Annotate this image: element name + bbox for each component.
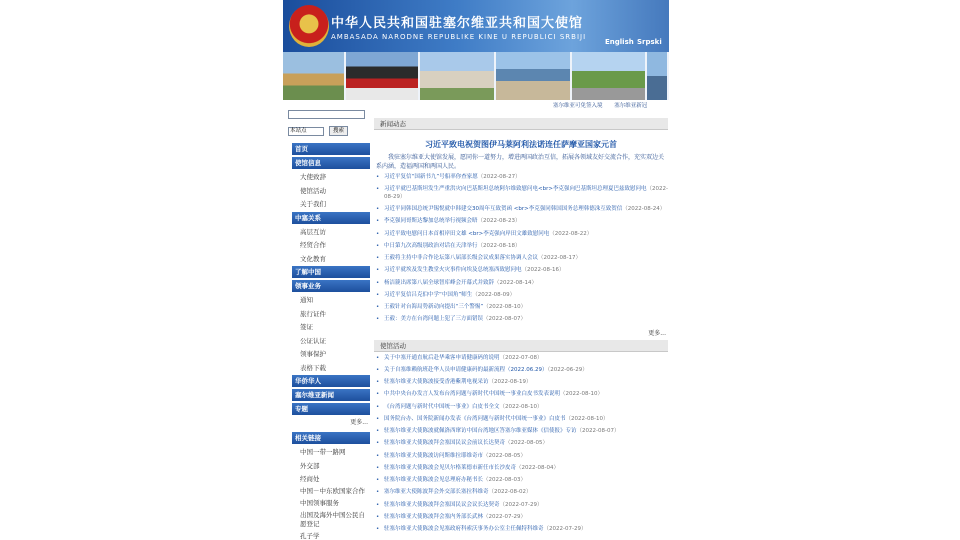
lang-srpski-link[interactable]: Srpski (637, 38, 662, 46)
news-item-link[interactable] (374, 280, 668, 288)
news-item-date: （2022-08-02） (488, 489, 532, 496)
header-banner (283, 0, 669, 52)
nav-embassy-info[interactable]: 使馆信息 (292, 157, 370, 169)
nav-overseas-chinese[interactable]: 华侨华人 (292, 375, 370, 387)
nav-travel-docs[interactable]: 旅行证件 (300, 309, 326, 318)
news-item-title[interactable]: 王毅：美方在台湾问题上犯了三方面错误 (384, 316, 484, 323)
banner-photo-1 (283, 52, 344, 100)
news-item-link[interactable] (374, 465, 668, 473)
headline-link[interactable]: 习近平致电祝贺图伊马莱阿利法诺连任萨摩亚国家元首 (425, 140, 617, 149)
news-item-date: （2022-07-29） (483, 513, 526, 520)
news-item-link[interactable] (374, 304, 668, 312)
news-item-title[interactable]: 中日第九次高级别政治对话在天津举行 (384, 242, 478, 249)
notice-item[interactable]: 塞尔维亚可免签入境 (553, 103, 603, 109)
news-item-link[interactable] (374, 186, 668, 201)
news-item-title[interactable]: 杨洁篪出席第八届全球智库峰会开幕式并致辞 (384, 279, 495, 286)
news-item-date: （2022-08-07） (483, 316, 526, 323)
news-item-date: （2022-08-29） (384, 186, 668, 200)
nav-forms[interactable]: 表格下载 (300, 363, 326, 372)
nav-high-level[interactable]: 高层互访 (300, 227, 326, 236)
activities-list (374, 355, 668, 534)
site-subtitle: AMBASADA NARODNE REPUBLIKE KINE U REPUBLICI SRBIJI (331, 33, 587, 41)
link-china-consular[interactable]: 中国领事服务 (300, 499, 339, 507)
search-input[interactable] (288, 110, 365, 119)
news-item-link[interactable] (374, 440, 668, 448)
news-item-link[interactable] (374, 477, 668, 485)
news-item-date: （2022-08-14） (494, 279, 537, 286)
news-item-title[interactable]: 驻塞尔维亚大使陈波会见贝尔格莱德市新任市长沙皮奇 (384, 464, 517, 471)
lang-english-link[interactable]: English (605, 38, 634, 46)
nav-relations[interactable]: 中塞关系 (292, 212, 370, 224)
link-commerce[interactable]: 经商处 (300, 475, 320, 483)
news-item-date: （2022-08-10） (499, 403, 543, 410)
notice-item[interactable]: 塞尔维亚新冠 (614, 103, 648, 109)
news-item-link[interactable] (374, 416, 668, 424)
news-more-link[interactable]: 更多... (648, 329, 666, 337)
banner-photo-4 (496, 52, 571, 100)
news-item-link[interactable] (374, 367, 668, 375)
banner-photo-2 (346, 52, 418, 100)
news-item-title[interactable]: 关于中塞开通直航后赴华乘客申请健康码的说明 (384, 354, 500, 361)
activities-section-heading: 使馆活动 (374, 340, 668, 352)
news-item-link[interactable] (374, 218, 668, 226)
link-overseas-registration[interactable]: 出国及海外中国公民自愿登记 (300, 510, 365, 528)
scrolling-notice[interactable] (553, 101, 669, 110)
sidebar-nav (292, 143, 370, 540)
search-button[interactable]: 搜索 (329, 126, 348, 136)
news-item-date: （2022-08-04） (516, 464, 559, 471)
link-belt-road[interactable]: 中国一带一路网 (300, 448, 346, 456)
news-item-link[interactable] (374, 514, 668, 522)
headline-intro: 我驻塞尔维亚大使馆发展，愿同你一道努力，增进两国政治互信，拓展各领域友好交流合作，充实双边关系内涵，造福两国和两国人民。 (376, 154, 665, 170)
news-item-link[interactable] (374, 231, 668, 239)
news-item-link[interactable] (374, 292, 668, 300)
news-item-date: （2022-08-10） (483, 304, 527, 310)
news-item-link[interactable] (374, 316, 668, 324)
link-mfa[interactable]: 外交部 (300, 461, 320, 470)
nav-embassy-activities[interactable]: 使馆活动 (300, 186, 326, 195)
news-item-title[interactable]: 李克强同哥斯达黎加总统举行视频会晤 (384, 218, 478, 225)
news-item-title[interactable]: 驻塞尔维亚大使陈波拜会塞国民议会前议长达契奇 (384, 440, 506, 447)
news-item-title[interactable]: 习近平致电慰问日本首相岸田文雄 <br>李克强向岸田文雄致慰问电 (384, 230, 550, 237)
news-item-title[interactable]: 习近平复信吕克伯中学“中国角”师生 (384, 291, 473, 298)
news-item-title[interactable]: 驻塞尔维亚大使陈波会见总理府办秘书长 (384, 477, 484, 483)
news-item-link[interactable] (374, 526, 668, 534)
news-item-title[interactable]: 习近平就埃及发生教堂火灾事件向埃及总统塞西致慰问电 (384, 267, 522, 274)
link-china-ceec[interactable]: 中国－中东欧国家合作 (300, 486, 365, 495)
news-item-date: （2022-07-08） (499, 354, 543, 361)
nav-consular[interactable]: 领事业务 (292, 280, 370, 292)
news-item-link[interactable] (374, 355, 668, 363)
nav-visa[interactable]: 签证 (300, 323, 313, 331)
news-item-link[interactable] (374, 404, 668, 412)
news-item-date: （2022-08-07） (576, 428, 620, 434)
news-item-date: （2022-08-17） (538, 255, 581, 261)
news-item-title[interactable]: 驻塞尔维亚大使陈波就佩洛西窜访中国台湾地区答塞尔维亚媒体《信使报》专访 (384, 428, 577, 434)
news-item-title[interactable]: 《台湾问题与新时代中国统一事业》白皮书全文 (384, 403, 500, 410)
news-list (374, 174, 668, 324)
nav-serbia-news[interactable]: 塞尔维亚新闻 (292, 389, 370, 401)
news-item-title[interactable]: 驻塞尔维亚大使陈波接受香港紫荆电视采访 (384, 379, 489, 385)
news-item-date: （2022-08-27） (477, 174, 521, 180)
news-item-date: （2022-08-03） (483, 477, 526, 483)
site-title: 中华人民共和国驻塞尔维亚共和国大使馆 (331, 16, 584, 31)
nav-notarization[interactable]: 公证认证 (300, 336, 326, 345)
nav-protection[interactable]: 领事保护 (300, 350, 326, 358)
news-item-date: （2022-08-10） (565, 415, 609, 422)
national-emblem-icon (289, 5, 329, 47)
banner-photo-3 (420, 52, 494, 100)
news-item-date: （2022-07-29） (543, 526, 587, 532)
news-item-title[interactable]: 王毅针对台海局势新动向提出“三个警惕” (384, 304, 484, 310)
news-item-link[interactable] (374, 267, 668, 275)
left-sidebar (283, 110, 370, 540)
news-item-title[interactable]: 驻塞尔维亚大使陈波会见塞政府科索沃事务办公室主任佩特科维奇 (384, 526, 544, 532)
page-container (283, 0, 669, 540)
news-item-link[interactable] (374, 391, 668, 399)
nav-more-link[interactable]: 更多... (350, 419, 368, 426)
news-item-link[interactable] (374, 243, 668, 251)
news-item-date: （2022-08-09） (472, 291, 516, 298)
nav-know-china[interactable]: 了解中国 (292, 266, 370, 278)
nav-topics[interactable]: 专题 (292, 403, 370, 415)
link-cut[interactable]: 孔子学 (300, 532, 320, 540)
news-item-date: （2022-08-19） (488, 379, 532, 385)
news-item-date: （2022-08-16） (521, 267, 565, 274)
search-scope-select[interactable]: 本站点 (288, 127, 324, 136)
news-item-date: （2022-08-24） (622, 206, 666, 212)
news-item-date: （2022-08-05） (505, 440, 548, 447)
nav-ambassador[interactable]: 大使致辞 (300, 173, 326, 181)
news-item-link[interactable] (374, 255, 668, 263)
news-item-date: （2022-08-10） (560, 391, 603, 398)
nav-culture[interactable]: 文化教育 (300, 254, 326, 263)
main-content (374, 118, 668, 538)
nav-links: 相关链接 (292, 432, 370, 444)
nav-economic[interactable]: 经贸合作 (300, 241, 326, 249)
news-item-title[interactable]: 习近平同韩国总统尹锡悦就中韩建交30周年互致贺函 <br>李克强同韩国国务总理韩德洙互致贺信 (384, 206, 623, 212)
news-item-date: （2022-08-18） (477, 242, 521, 249)
news-section-heading: 新闻动态 (374, 118, 668, 130)
news-item-link[interactable] (374, 502, 668, 510)
news-item-title[interactable]: 驻塞尔维亚大使陈波拜会塞国民议会议长达契奇 (384, 501, 500, 508)
banner-photo-5 (572, 52, 645, 100)
news-item-title[interactable]: 塞尔维亚大使陈波拜会外交部长塞拉科维奇 (384, 489, 489, 496)
news-item-date: （2022-07-29） (499, 501, 543, 508)
news-item-link[interactable] (374, 489, 668, 497)
news-item-title[interactable]: 国务院台办、国务院新闻办发表《台湾问题与新时代中国统一事业》白皮书 (384, 415, 566, 422)
nav-about-us[interactable]: 关于我们 (300, 200, 326, 208)
news-item-link[interactable] (374, 379, 668, 387)
news-item-date: （2022-08-22） (549, 230, 593, 237)
banner-photo-6 (647, 52, 667, 100)
news-item-title[interactable]: 关于自塞维赖航班赴华人员申请健康码的最新流程（2022.06.29） (384, 366, 548, 373)
news-item-title[interactable]: 中共中央台办发言人发布台湾问题与新时代中国统一事业白皮书发表说明 (384, 391, 561, 398)
news-item-date: （2022-06-29） (547, 366, 588, 373)
news-item-title[interactable]: 驻塞尔维亚大使陈波访问斯维拉耶维奇市 (384, 452, 484, 459)
news-item-date: （2022-08-23） (477, 218, 521, 225)
news-item-title[interactable]: 驻塞尔维亚大使陈波拜会塞内务部长武林 (384, 513, 484, 520)
news-item-link[interactable] (374, 428, 668, 436)
nav-notices[interactable]: 通知 (300, 296, 313, 304)
news-item-link[interactable] (374, 453, 668, 461)
photo-banner (283, 52, 669, 100)
nav-home[interactable]: 首页 (292, 143, 370, 155)
news-item-date: （2022-08-05） (483, 452, 526, 459)
news-item-title[interactable]: 习近平就巴基斯坦发生严重洪灾向巴基斯坦总统阿尔维致慰问电<br>李克强向巴基斯坦总理夏巴兹致慰问电 (384, 186, 647, 193)
news-item-title[interactable]: 习近平复信“国新书九”号船率你查家愿 (384, 174, 478, 180)
news-item-link[interactable] (374, 206, 668, 214)
news-item-link[interactable] (374, 174, 668, 182)
news-item-title[interactable]: 王毅将主持中非合作论坛第八届部长级会议成果落实协调人会议 (384, 255, 539, 261)
